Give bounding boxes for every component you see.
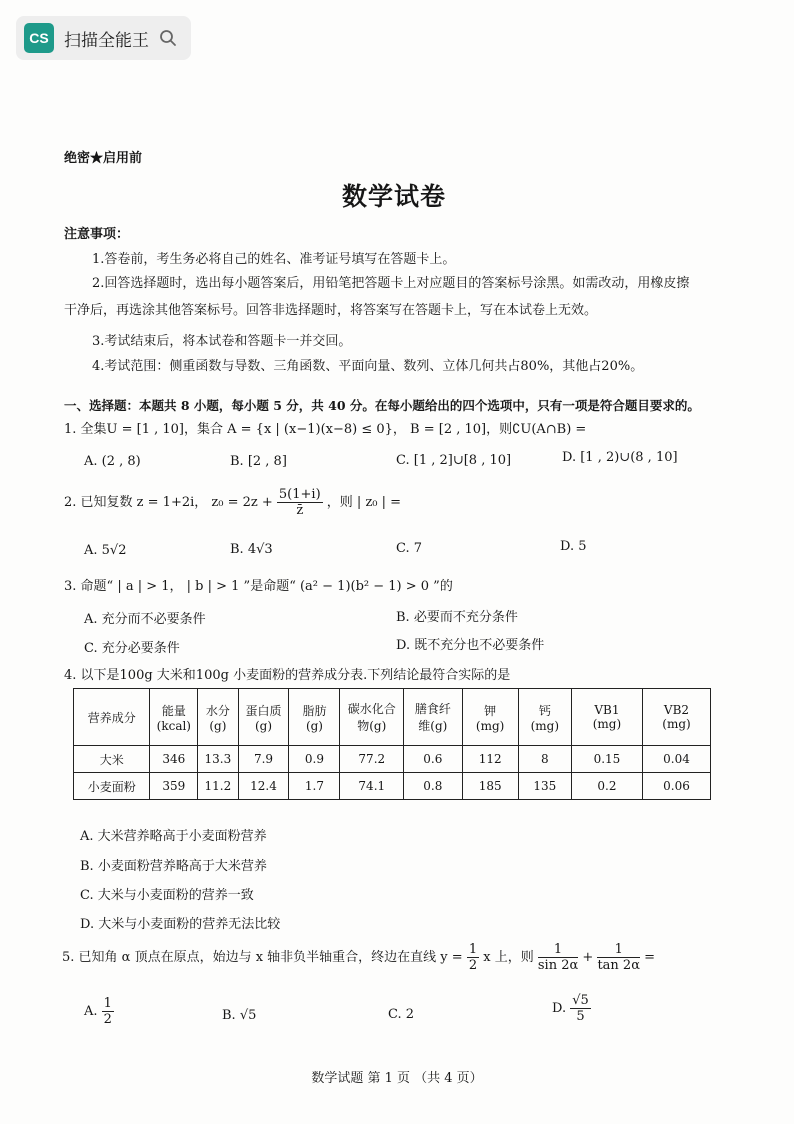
q2-stem-pre: 2. 已知复数 z = 1+2i， z₀ = 2z + (64, 495, 273, 510)
q5-option-b: B. √5 (222, 1008, 257, 1023)
question-4-stem: 4. 以下是100g 大米和100g 小麦面粉的营养成分表.下列结论最符合实际的是 (64, 668, 511, 683)
scanner-app-bar (16, 16, 191, 60)
frac-den: 2 (103, 1012, 112, 1027)
question-2-stem (64, 487, 401, 518)
header-cell: 钙 (mg) (518, 689, 571, 746)
note-1: 1.答卷前，考生务必将自己的姓名、准考证号填写在答题卡上。 (92, 252, 456, 267)
notes-heading: 注意事项： (64, 227, 130, 242)
q2-option-a: A. 5√2 (84, 543, 127, 558)
note-2b: 干净后，再选涂其他答案标号。回答非选择题时，将答案写在答题卡上，写在本试卷上无效。 (64, 303, 598, 318)
table-cell: 11.2 (198, 773, 238, 800)
table-row (74, 746, 711, 773)
q3-option-a: A. 充分而不必要条件 (84, 612, 206, 627)
search-icon[interactable] (159, 29, 177, 47)
table-cell: 74.1 (340, 773, 404, 800)
q4-option-b: B. 小麦面粉营养略高于大米营养 (80, 859, 267, 874)
page-footer: 数学试题 第 1 页 （共 4 页） (311, 1071, 483, 1086)
q2-option-c: C. 7 (396, 541, 423, 556)
q5-fraction-2 (597, 942, 640, 973)
table-cell: 185 (462, 773, 518, 800)
q4-option-c: C. 大米与小麦面粉的营养一致 (80, 888, 254, 903)
header-cell: 能量 (kcal) (150, 689, 198, 746)
table-cell: 大米 (74, 746, 150, 773)
table-cell: 135 (518, 773, 571, 800)
q5-option-c: C. 2 (388, 1007, 415, 1022)
header-cell: 碳水化合 物(g) (340, 689, 404, 746)
camscanner-logo: CS (24, 23, 54, 53)
question-5-stem (62, 942, 655, 973)
header-cell: 钾 (mg) (462, 689, 518, 746)
section-heading: 一、选择题：本题共 8 小题，每小题 5 分，共 40 分。在每小题给出的四个选项中，只有一项是符合题目要求的。 (64, 398, 700, 413)
header-cell: VB2 (mg) (642, 689, 710, 746)
frac-num: √5 (572, 993, 589, 1008)
table-cell: 7.9 (238, 746, 289, 773)
frac-den: 2 (468, 958, 478, 973)
table-cell: 0.15 (571, 746, 642, 773)
q2-option-b: B. 4√3 (230, 542, 273, 557)
q2-option-d: D. 5 (560, 539, 587, 554)
page-title: 数学试卷 (342, 182, 447, 211)
table-cell: 0.04 (642, 746, 710, 773)
q5-stem-pre: 5. 已知角 α 顶点在原点，始边与 x 轴非负半轴重合，终边在直线 y = (62, 950, 463, 965)
table-cell: 1.7 (289, 773, 340, 800)
q3-option-b: B. 必要而不充分条件 (396, 610, 518, 625)
option-label: D. (552, 1001, 567, 1016)
note-4: 4.考试范围：侧重函数与导数、三角函数、平面向量、数列、立体几何共占80%，其他占20%。 (92, 359, 644, 374)
q4-option-a: A. 大米营养略高于小麦面粉营养 (80, 829, 267, 844)
table-cell: 359 (150, 773, 198, 800)
q5-d-fraction (570, 993, 591, 1024)
table-cell: 77.2 (340, 746, 404, 773)
q1-option-a: A. (2 , 8) (84, 454, 141, 469)
frac-num: 1 (103, 996, 112, 1011)
frac-num: 1 (597, 942, 640, 958)
q4-option-d: D. 大米与小麦面粉的营养无法比较 (80, 917, 281, 932)
confidential-label: 绝密★启用前 (64, 151, 143, 166)
table-cell: 8 (518, 746, 571, 773)
table-cell: 0.6 (404, 746, 462, 773)
frac-den: tan 2α (597, 958, 640, 973)
note-3: 3.考试结束后，将本试卷和答题卡一并交回。 (92, 334, 352, 349)
option-label: A. (84, 1004, 98, 1019)
q3-option-d: D. 既不充分也不必要条件 (396, 638, 545, 653)
table-cell: 0.8 (404, 773, 462, 800)
note-2a: 2.回答选择题时，选出每小题答案后，用铅笔把答题卡上对应题目的答案标号涂黑。如需改动，用橡皮擦 (92, 276, 690, 291)
equals-sign: = (644, 950, 656, 965)
header-cell: VB1 (mg) (571, 689, 642, 746)
header-cell: 水分 (g) (198, 689, 238, 746)
q2-frac-num: 5(1+i) (278, 487, 321, 502)
table-cell: 112 (462, 746, 518, 773)
table-header-row (74, 689, 711, 746)
q1-option-d: D. [1 , 2)∪(8 , 10] (562, 450, 678, 465)
table-cell: 346 (150, 746, 198, 773)
q3-option-c: C. 充分必要条件 (84, 641, 180, 656)
header-cell: 脂肪 (g) (289, 689, 340, 746)
table-cell: 0.06 (642, 773, 710, 800)
q1-option-b: B. [2 , 8] (230, 454, 287, 469)
table-cell: 12.4 (238, 773, 289, 800)
header-cell: 营养成分 (74, 689, 150, 746)
frac-num: 1 (538, 942, 578, 958)
q5-option-d (552, 993, 591, 1024)
frac-den: 5 (576, 1009, 585, 1024)
question-3-stem: 3. 命题“ | a | > 1， | b | > 1 ”是命题“ (a² − 1)(b² − 1) > 0 ”的 (64, 579, 453, 594)
q2-frac-den: z̄ (296, 503, 304, 518)
app-name: 扫描全能王 (64, 30, 149, 51)
q5-a-fraction (102, 996, 114, 1027)
q2-fraction (277, 487, 323, 518)
header-cell: 蛋白质 (g) (238, 689, 289, 746)
header-cell: 膳食纤 维(g) (404, 689, 462, 746)
table-cell: 0.2 (571, 773, 642, 800)
q2-stem-post: ，则 | z₀ | = (326, 495, 402, 510)
table-cell: 0.9 (289, 746, 340, 773)
q5-option-a (84, 996, 114, 1027)
table-row (74, 773, 711, 800)
frac-num: 1 (468, 942, 478, 957)
plus-sign: + (582, 950, 594, 965)
question-1-stem: 1. 全集U = [1 , 10]，集合 A = {x | (x−1)(x−8) ≤ 0}， B = [2 , 10]，则∁U(A∩B) = (64, 422, 587, 437)
nutrition-table (73, 688, 711, 800)
q5-line-fraction (467, 942, 479, 973)
table-cell: 13.3 (198, 746, 238, 773)
frac-den: sin 2α (537, 958, 579, 973)
q5-stem-mid: x 上，则 (483, 950, 534, 965)
q1-option-c: C. [1 , 2]∪[8 , 10] (396, 453, 512, 468)
table-cell: 小麦面粉 (74, 773, 150, 800)
q5-fraction-1 (538, 942, 578, 973)
